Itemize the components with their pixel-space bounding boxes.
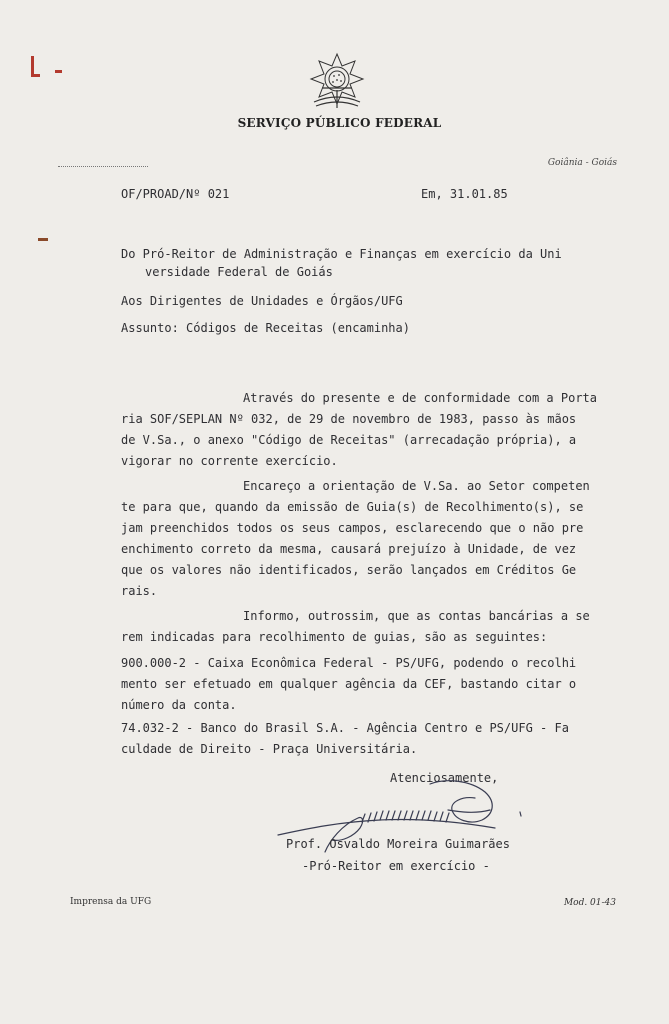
- coat-of-arms-seal: [308, 52, 366, 112]
- paragraph-line: enchimento correto da mesma, causará prejuízo à Unidade, de vez: [121, 542, 577, 556]
- paragraph-line: culdade de Direito - Praça Universitária.: [121, 742, 418, 756]
- red-margin-mark: [38, 238, 48, 241]
- letter-date: Em, 31.01.85: [421, 187, 508, 201]
- form-code: Mod. 01-43: [563, 898, 616, 908]
- red-margin-mark: [31, 74, 40, 77]
- paragraph-line: Através do presente e de conformidade com a Porta: [243, 391, 598, 405]
- city-label: Goiânia - Goiás: [547, 158, 617, 168]
- red-margin-mark: [55, 70, 62, 73]
- paragraph-line: jam preenchidos todos os seus campos, esclarecendo que o não pre: [121, 521, 584, 535]
- paragraph-line: te para que, quando da emissão de Guia(s) de Recolhimento(s), se: [121, 500, 584, 514]
- paragraph-line: Informo, outrossim, que as contas bancárias a se: [243, 609, 590, 623]
- sender-line: Do Pró-Reitor de Administração e Finanças em exercício da Uni: [121, 247, 562, 261]
- paragraph-line: 900.000-2 - Caixa Econômica Federal - PS/UFG, podendo o recolhi: [121, 656, 577, 670]
- printer-credit: Imprensa da UFG: [70, 897, 152, 907]
- paragraph-line: 74.032-2 - Banco do Brasil S.A. - Agência Centro e PS/UFG - Fa: [121, 721, 569, 735]
- dotted-line: [58, 166, 148, 167]
- paragraph-line: vigorar no corrente exercício.: [121, 454, 338, 468]
- subject-line: Assunto: Códigos de Receitas (encaminha): [121, 321, 410, 335]
- signer-title: -Pró-Reitor em exercício -: [302, 859, 490, 873]
- paragraph-line: rem indicadas para recolhimento de guias, são as seguintes:: [121, 630, 548, 644]
- paragraph-line: Encareço a orientação de V.Sa. ao Setor competen: [243, 479, 590, 493]
- sender-line: versidade Federal de Goiás: [145, 265, 333, 279]
- red-margin-mark: [31, 56, 34, 76]
- header-title: SERVIÇO PÚBLICO FEDERAL: [237, 116, 442, 130]
- paragraph-line: número da conta.: [121, 698, 237, 712]
- reference-number: OF/PROAD/Nº 021: [121, 187, 230, 201]
- closing: Atenciosamente,: [390, 771, 499, 785]
- paragraph-line: que os valores não identificados, serão lançados em Créditos Ge: [121, 563, 577, 577]
- paragraph-line: rais.: [121, 584, 158, 598]
- recipient-line: Aos Dirigentes de Unidades e Órgãos/UFG: [121, 294, 403, 308]
- paragraph-line: ria SOF/SEPLAN Nº 032, de 29 de novembro de 1983, passo às mãos: [121, 412, 577, 426]
- paragraph-line: mento ser efetuado em qualquer agência da CEF, bastando citar o: [121, 677, 577, 691]
- paragraph-line: de V.Sa., o anexo "Código de Receitas" (arrecadação própria), a: [121, 433, 577, 447]
- signer-name: Prof. Osvaldo Moreira Guimarães: [286, 837, 510, 851]
